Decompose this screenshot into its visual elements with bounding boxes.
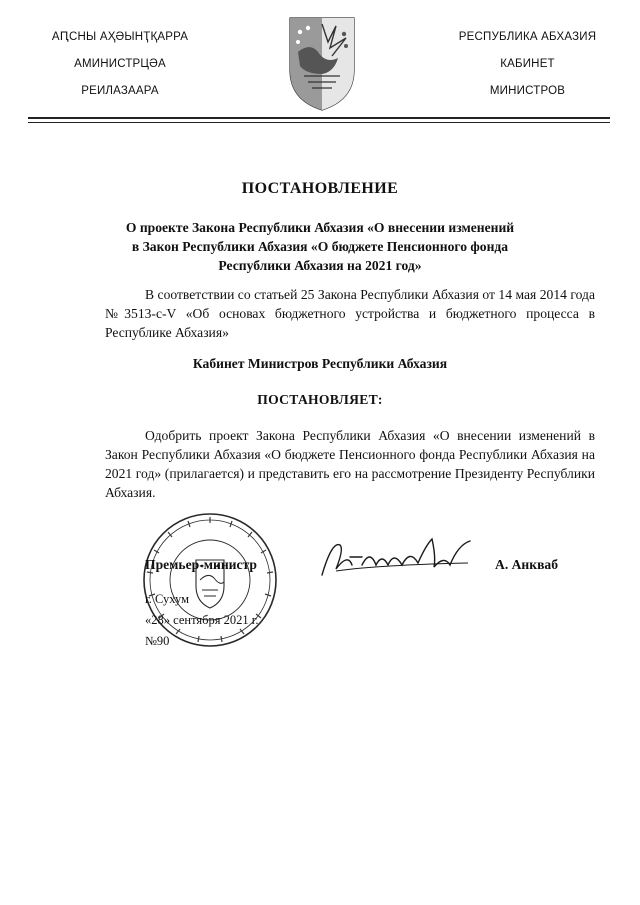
subject-line: О проекте Закона Республики Абхазия «О внесении изменений (125, 220, 515, 235)
signatory-title: Премьер-министр (145, 557, 257, 572)
signing-place: г. Сухум (145, 592, 190, 606)
header-left-abkhaz (30, 30, 210, 111)
header-rule-thick (28, 117, 610, 119)
header-right-line-1: РЕСПУБЛИКА АБХАЗИЯ (458, 31, 597, 43)
decree-heading: ПОСТАНОВЛЯЕТ: (257, 392, 383, 407)
handwritten-signature (318, 535, 478, 583)
document-subject (100, 218, 540, 275)
header-left-line-1: АԤСНЫ АҲӘЫНҬҚАРРА (51, 31, 189, 43)
header-right-russian (440, 30, 615, 111)
signing-date: «28» сентября 2021 г. (145, 613, 259, 627)
document-number: №90 (145, 634, 170, 648)
coat-of-arms-icon (286, 12, 358, 112)
document-title: ПОСТАНОВЛЕНИЕ (241, 180, 399, 197)
decree-body-paragraph: Одобрить проект Закона Республики Абхазия «О внесении изменений в Закон Республики Абхазия «О бюджете Пенсионного фонда Республики Абхазия на 2021 год» (прилагается) и представить его на рассмотрение Президенту Республики Абхазия. (105, 428, 595, 500)
signatory-name: А. Анкваб (495, 557, 559, 572)
preamble-paragraph: В соответствии со статьей 25 Закона Республики Абхазия от 14 мая 2014 года №3513-с-V «Об основах бюджетного устройства и бюджетного процесса в Республике Абхазия» (105, 287, 595, 340)
subject-line: в Закон Республики Абхазия «О бюджете Пенсионного фонда (131, 239, 509, 254)
header-left-line-3: РЕИЛАЗААРА (81, 85, 159, 97)
header-right-line-3: МИНИСТРОВ (489, 85, 566, 97)
header-right-line-2: КАБИНЕТ (500, 58, 555, 70)
header-left-line-2: АМИНИСТРЦӘА (74, 58, 166, 70)
official-seal-icon (140, 510, 280, 650)
subject-line: Республики Абхазия на 2021 год» (218, 258, 422, 273)
header-rule-thin (28, 122, 610, 123)
issuer-line: Кабинет Министров Республики Абхазия (192, 356, 448, 371)
